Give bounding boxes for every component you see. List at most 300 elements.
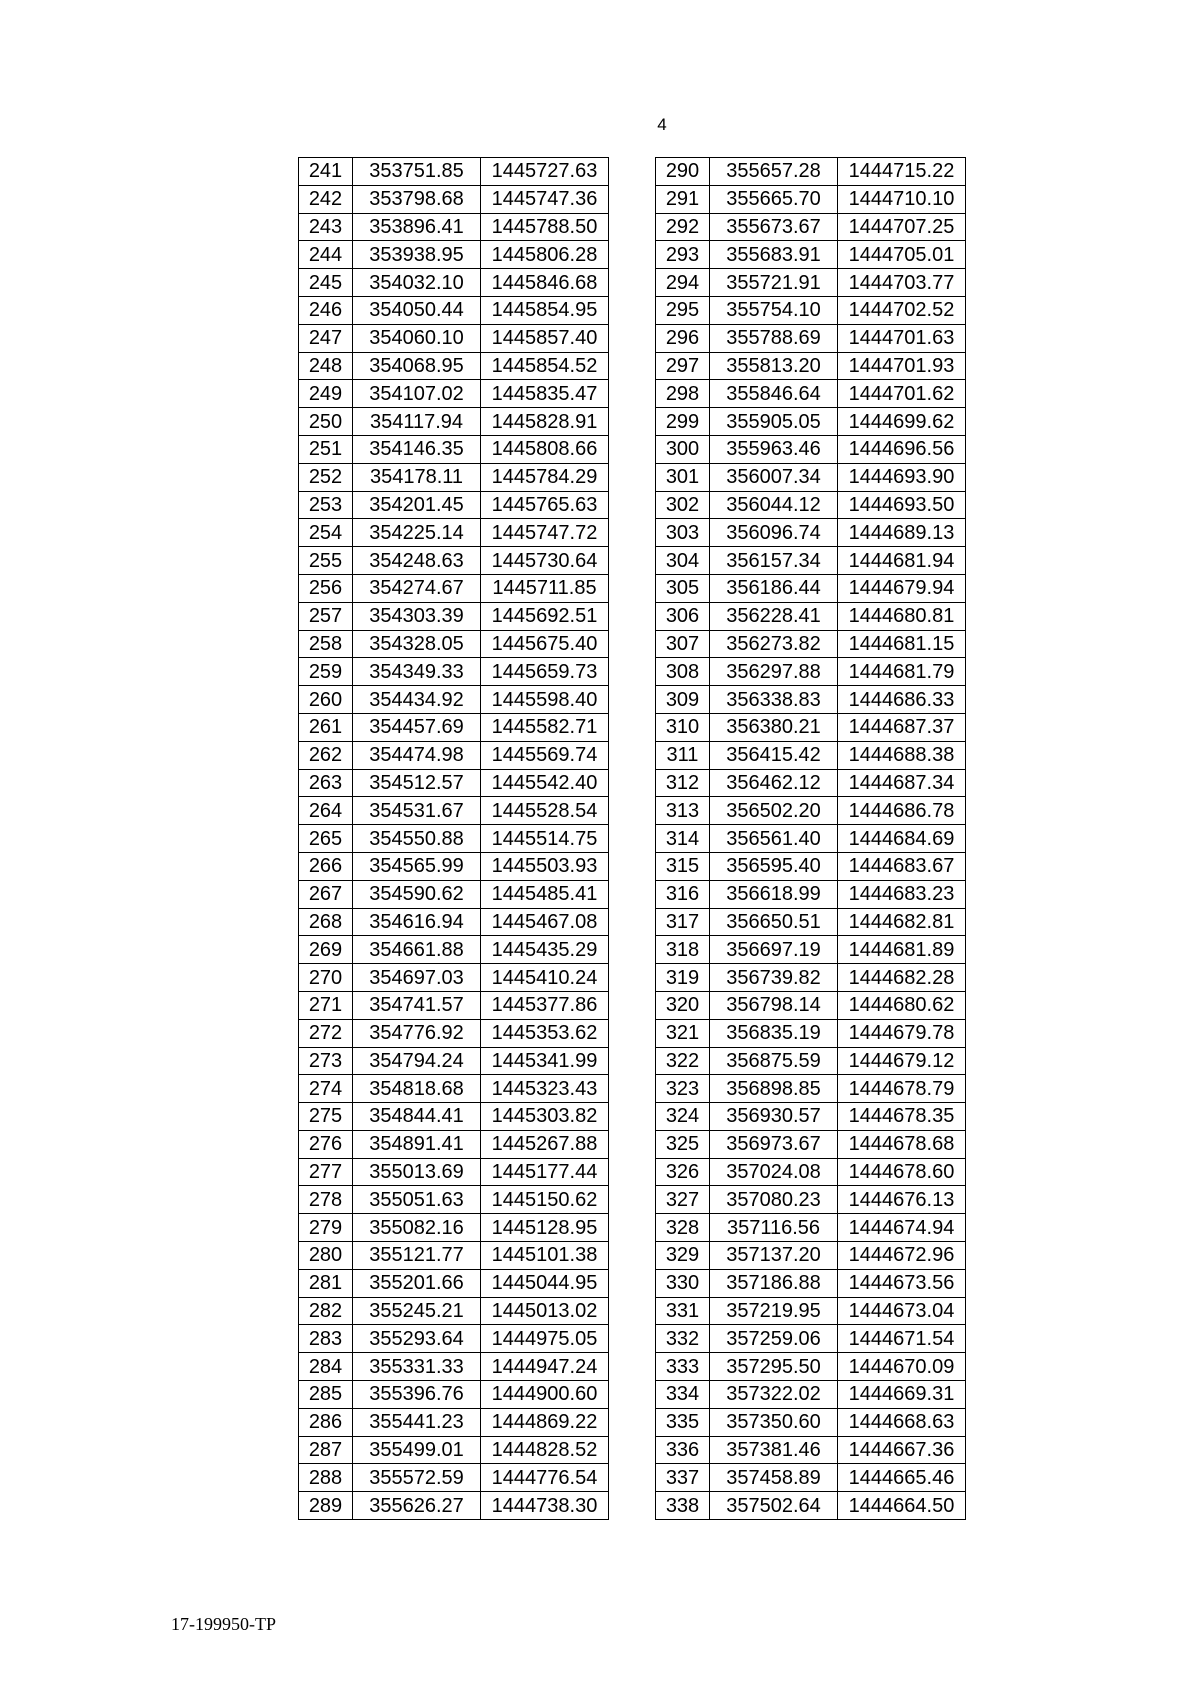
- table-row: [299, 463, 609, 491]
- x-coordinate-cell: 355721.91: [710, 269, 838, 297]
- point-number-cell: 263: [299, 769, 353, 797]
- x-coordinate-cell: 355673.67: [710, 213, 838, 241]
- table-row: [656, 797, 966, 825]
- table-row: [656, 602, 966, 630]
- table-row: [656, 213, 966, 241]
- x-coordinate-cell: 356338.83: [710, 686, 838, 714]
- y-coordinate-cell: 1444681.79: [838, 658, 966, 686]
- point-number-cell: 266: [299, 852, 353, 880]
- x-coordinate-cell: 354107.02: [353, 380, 481, 408]
- point-number-cell: 277: [299, 1158, 353, 1186]
- x-coordinate-cell: 354050.44: [353, 296, 481, 324]
- x-coordinate-cell: 357502.64: [710, 1492, 838, 1520]
- y-coordinate-cell: 1444686.33: [838, 686, 966, 714]
- table-row: [299, 1019, 609, 1047]
- y-coordinate-cell: 1444687.34: [838, 769, 966, 797]
- table-row: [299, 713, 609, 741]
- table-row: [299, 1381, 609, 1409]
- x-coordinate-cell: 355441.23: [353, 1408, 481, 1436]
- y-coordinate-cell: 1444669.31: [838, 1381, 966, 1409]
- table-row: [299, 408, 609, 436]
- point-number-cell: 268: [299, 908, 353, 936]
- point-number-cell: 245: [299, 269, 353, 297]
- table-row: [656, 630, 966, 658]
- y-coordinate-cell: 1445788.50: [481, 213, 609, 241]
- point-number-cell: 286: [299, 1408, 353, 1436]
- point-number-cell: 282: [299, 1297, 353, 1325]
- y-coordinate-cell: 1445303.82: [481, 1103, 609, 1131]
- point-number-cell: 242: [299, 185, 353, 213]
- y-coordinate-cell: 1444683.23: [838, 880, 966, 908]
- table-row: [299, 991, 609, 1019]
- table-row: [656, 296, 966, 324]
- y-coordinate-cell: 1445514.75: [481, 825, 609, 853]
- table-row: [656, 908, 966, 936]
- y-coordinate-cell: 1444673.56: [838, 1269, 966, 1297]
- table-row: [299, 269, 609, 297]
- point-number-cell: 332: [656, 1325, 710, 1353]
- y-coordinate-cell: 1444900.60: [481, 1381, 609, 1409]
- point-number-cell: 256: [299, 574, 353, 602]
- y-coordinate-cell: 1444680.81: [838, 602, 966, 630]
- table-row: [299, 1492, 609, 1520]
- table-row: [299, 435, 609, 463]
- table-row: [299, 1075, 609, 1103]
- point-number-cell: 250: [299, 408, 353, 436]
- point-number-cell: 257: [299, 602, 353, 630]
- point-number-cell: 260: [299, 686, 353, 714]
- point-number-cell: 271: [299, 991, 353, 1019]
- y-coordinate-cell: 1445542.40: [481, 769, 609, 797]
- x-coordinate-cell: 354457.69: [353, 713, 481, 741]
- table-row: [299, 241, 609, 269]
- point-number-cell: 294: [656, 269, 710, 297]
- x-coordinate-cell: 357322.02: [710, 1381, 838, 1409]
- y-coordinate-cell: 1444975.05: [481, 1325, 609, 1353]
- x-coordinate-cell: 354512.57: [353, 769, 481, 797]
- y-coordinate-cell: 1444701.63: [838, 324, 966, 352]
- y-coordinate-cell: 1444705.01: [838, 241, 966, 269]
- table-row: [656, 1019, 966, 1047]
- x-coordinate-cell: 354328.05: [353, 630, 481, 658]
- x-coordinate-cell: 356096.74: [710, 519, 838, 547]
- table-row: [299, 880, 609, 908]
- table-row: [656, 574, 966, 602]
- x-coordinate-cell: 356502.20: [710, 797, 838, 825]
- table-row: [299, 1130, 609, 1158]
- point-number-cell: 279: [299, 1214, 353, 1242]
- y-coordinate-cell: 1445435.29: [481, 936, 609, 964]
- y-coordinate-cell: 1444689.13: [838, 519, 966, 547]
- y-coordinate-cell: 1445727.63: [481, 158, 609, 186]
- x-coordinate-cell: 356297.88: [710, 658, 838, 686]
- x-coordinate-cell: 356380.21: [710, 713, 838, 741]
- point-number-cell: 269: [299, 936, 353, 964]
- x-coordinate-cell: 356595.40: [710, 852, 838, 880]
- table-row: [656, 463, 966, 491]
- y-coordinate-cell: 1444681.89: [838, 936, 966, 964]
- table-row: [656, 185, 966, 213]
- table-row: [656, 1103, 966, 1131]
- y-coordinate-cell: 1445410.24: [481, 964, 609, 992]
- x-coordinate-cell: 356273.82: [710, 630, 838, 658]
- table-row: [299, 1353, 609, 1381]
- table-row: [656, 324, 966, 352]
- y-coordinate-cell: 1444702.52: [838, 296, 966, 324]
- y-coordinate-cell: 1444667.36: [838, 1436, 966, 1464]
- table-row: [299, 185, 609, 213]
- table-row: [299, 324, 609, 352]
- point-number-cell: 303: [656, 519, 710, 547]
- point-number-cell: 328: [656, 1214, 710, 1242]
- y-coordinate-cell: 1445177.44: [481, 1158, 609, 1186]
- table-row: [656, 380, 966, 408]
- y-coordinate-cell: 1444665.46: [838, 1464, 966, 1492]
- x-coordinate-cell: 357080.23: [710, 1186, 838, 1214]
- y-coordinate-cell: 1445808.66: [481, 435, 609, 463]
- y-coordinate-cell: 1445101.38: [481, 1242, 609, 1270]
- y-coordinate-cell: 1444703.77: [838, 269, 966, 297]
- y-coordinate-cell: 1445582.71: [481, 713, 609, 741]
- table-row: [299, 1158, 609, 1186]
- x-coordinate-cell: 355683.91: [710, 241, 838, 269]
- point-number-cell: 307: [656, 630, 710, 658]
- x-coordinate-cell: 355813.20: [710, 352, 838, 380]
- table-row: [299, 1325, 609, 1353]
- table-row: [299, 519, 609, 547]
- x-coordinate-cell: 354349.33: [353, 658, 481, 686]
- x-coordinate-cell: 354117.94: [353, 408, 481, 436]
- table-row: [299, 825, 609, 853]
- y-coordinate-cell: 1444701.62: [838, 380, 966, 408]
- point-number-cell: 311: [656, 741, 710, 769]
- table-row: [656, 964, 966, 992]
- point-number-cell: 243: [299, 213, 353, 241]
- table-row: [299, 686, 609, 714]
- x-coordinate-cell: 354531.67: [353, 797, 481, 825]
- y-coordinate-cell: 1444679.94: [838, 574, 966, 602]
- coordinates-table-right: [655, 157, 966, 1520]
- x-coordinate-cell: 357186.88: [710, 1269, 838, 1297]
- point-number-cell: 338: [656, 1492, 710, 1520]
- x-coordinate-cell: 355754.10: [710, 296, 838, 324]
- x-coordinate-cell: 356157.34: [710, 547, 838, 575]
- x-coordinate-cell: 357137.20: [710, 1242, 838, 1270]
- x-coordinate-cell: 356930.57: [710, 1103, 838, 1131]
- point-number-cell: 283: [299, 1325, 353, 1353]
- point-number-cell: 321: [656, 1019, 710, 1047]
- x-coordinate-cell: 357219.95: [710, 1297, 838, 1325]
- table-row: [656, 519, 966, 547]
- point-number-cell: 315: [656, 852, 710, 880]
- table-row: [299, 936, 609, 964]
- table-row: [299, 741, 609, 769]
- y-coordinate-cell: 1445044.95: [481, 1269, 609, 1297]
- x-coordinate-cell: 353896.41: [353, 213, 481, 241]
- point-number-cell: 267: [299, 880, 353, 908]
- x-coordinate-cell: 354225.14: [353, 519, 481, 547]
- point-number-cell: 304: [656, 547, 710, 575]
- y-coordinate-cell: 1445659.73: [481, 658, 609, 686]
- x-coordinate-cell: 357381.46: [710, 1436, 838, 1464]
- table-row: [656, 1269, 966, 1297]
- x-coordinate-cell: 356898.85: [710, 1075, 838, 1103]
- y-coordinate-cell: 1444693.90: [838, 463, 966, 491]
- table-row: [656, 769, 966, 797]
- x-coordinate-cell: 355121.77: [353, 1242, 481, 1270]
- x-coordinate-cell: 354616.94: [353, 908, 481, 936]
- x-coordinate-cell: 356798.14: [710, 991, 838, 1019]
- y-coordinate-cell: 1445828.91: [481, 408, 609, 436]
- table-row: [299, 491, 609, 519]
- x-coordinate-cell: 356697.19: [710, 936, 838, 964]
- point-number-cell: 276: [299, 1130, 353, 1158]
- table-row: [656, 435, 966, 463]
- table-row: [299, 852, 609, 880]
- y-coordinate-cell: 1445806.28: [481, 241, 609, 269]
- coordinates-table-left: [298, 157, 609, 1520]
- y-coordinate-cell: 1444681.15: [838, 630, 966, 658]
- x-coordinate-cell: 353751.85: [353, 158, 481, 186]
- table-row: [656, 1297, 966, 1325]
- x-coordinate-cell: 355905.05: [710, 408, 838, 436]
- x-coordinate-cell: 357024.08: [710, 1158, 838, 1186]
- table-row: [656, 491, 966, 519]
- y-coordinate-cell: 1444681.94: [838, 547, 966, 575]
- point-number-cell: 289: [299, 1492, 353, 1520]
- x-coordinate-cell: 357259.06: [710, 1325, 838, 1353]
- x-coordinate-cell: 354844.41: [353, 1103, 481, 1131]
- table-row: [656, 658, 966, 686]
- table-row: [656, 352, 966, 380]
- y-coordinate-cell: 1444696.56: [838, 435, 966, 463]
- y-coordinate-cell: 1445503.93: [481, 852, 609, 880]
- point-number-cell: 334: [656, 1381, 710, 1409]
- x-coordinate-cell: 357295.50: [710, 1353, 838, 1381]
- y-coordinate-cell: 1444699.62: [838, 408, 966, 436]
- table-row: [656, 1353, 966, 1381]
- table-row: [656, 686, 966, 714]
- table-row: [299, 1242, 609, 1270]
- x-coordinate-cell: 354550.88: [353, 825, 481, 853]
- x-coordinate-cell: 355051.63: [353, 1186, 481, 1214]
- y-coordinate-cell: 1444701.93: [838, 352, 966, 380]
- y-coordinate-cell: 1444672.96: [838, 1242, 966, 1270]
- y-coordinate-cell: 1444668.63: [838, 1408, 966, 1436]
- x-coordinate-cell: 356739.82: [710, 964, 838, 992]
- point-number-cell: 319: [656, 964, 710, 992]
- table-row: [299, 1436, 609, 1464]
- y-coordinate-cell: 1444693.50: [838, 491, 966, 519]
- y-coordinate-cell: 1444688.38: [838, 741, 966, 769]
- y-coordinate-cell: 1445528.54: [481, 797, 609, 825]
- x-coordinate-cell: 354590.62: [353, 880, 481, 908]
- table-row: [299, 158, 609, 186]
- point-number-cell: 325: [656, 1130, 710, 1158]
- x-coordinate-cell: 355013.69: [353, 1158, 481, 1186]
- x-coordinate-cell: 354201.45: [353, 491, 481, 519]
- table-row: [299, 1186, 609, 1214]
- y-coordinate-cell: 1444738.30: [481, 1492, 609, 1520]
- y-coordinate-cell: 1445323.43: [481, 1075, 609, 1103]
- y-coordinate-cell: 1444828.52: [481, 1436, 609, 1464]
- point-number-cell: 306: [656, 602, 710, 630]
- x-coordinate-cell: 355331.33: [353, 1353, 481, 1381]
- point-number-cell: 335: [656, 1408, 710, 1436]
- table-row: [656, 1325, 966, 1353]
- table-row: [656, 852, 966, 880]
- y-coordinate-cell: 1445747.36: [481, 185, 609, 213]
- point-number-cell: 247: [299, 324, 353, 352]
- x-coordinate-cell: 356415.42: [710, 741, 838, 769]
- y-coordinate-cell: 1445569.74: [481, 741, 609, 769]
- x-coordinate-cell: 355293.64: [353, 1325, 481, 1353]
- x-coordinate-cell: 356618.99: [710, 880, 838, 908]
- point-number-cell: 251: [299, 435, 353, 463]
- y-coordinate-cell: 1444682.28: [838, 964, 966, 992]
- x-coordinate-cell: 355245.21: [353, 1297, 481, 1325]
- table-row: [299, 547, 609, 575]
- point-number-cell: 298: [656, 380, 710, 408]
- y-coordinate-cell: 1445711.85: [481, 574, 609, 602]
- x-coordinate-cell: 354565.99: [353, 852, 481, 880]
- y-coordinate-cell: 1445692.51: [481, 602, 609, 630]
- y-coordinate-cell: 1444679.78: [838, 1019, 966, 1047]
- x-coordinate-cell: 354068.95: [353, 352, 481, 380]
- x-coordinate-cell: 355665.70: [710, 185, 838, 213]
- y-coordinate-cell: 1444687.37: [838, 713, 966, 741]
- y-coordinate-cell: 1444678.35: [838, 1103, 966, 1131]
- table-row: [656, 1381, 966, 1409]
- y-coordinate-cell: 1444947.24: [481, 1353, 609, 1381]
- y-coordinate-cell: 1445854.95: [481, 296, 609, 324]
- y-coordinate-cell: 1445485.41: [481, 880, 609, 908]
- x-coordinate-cell: 354741.57: [353, 991, 481, 1019]
- point-number-cell: 312: [656, 769, 710, 797]
- x-coordinate-cell: 357116.56: [710, 1214, 838, 1242]
- point-number-cell: 246: [299, 296, 353, 324]
- y-coordinate-cell: 1444683.67: [838, 852, 966, 880]
- y-coordinate-cell: 1445854.52: [481, 352, 609, 380]
- point-number-cell: 330: [656, 1269, 710, 1297]
- point-number-cell: 326: [656, 1158, 710, 1186]
- point-number-cell: 252: [299, 463, 353, 491]
- point-number-cell: 244: [299, 241, 353, 269]
- point-number-cell: 270: [299, 964, 353, 992]
- table-row: [656, 880, 966, 908]
- point-number-cell: 310: [656, 713, 710, 741]
- point-number-cell: 262: [299, 741, 353, 769]
- point-number-cell: 253: [299, 491, 353, 519]
- table-row: [656, 1130, 966, 1158]
- point-number-cell: 296: [656, 324, 710, 352]
- x-coordinate-cell: 356186.44: [710, 574, 838, 602]
- y-coordinate-cell: 1445598.40: [481, 686, 609, 714]
- point-number-cell: 333: [656, 1353, 710, 1381]
- y-coordinate-cell: 1444676.13: [838, 1186, 966, 1214]
- document-id: 17-199950-TP: [171, 1614, 276, 1634]
- point-number-cell: 317: [656, 908, 710, 936]
- y-coordinate-cell: 1444671.54: [838, 1325, 966, 1353]
- x-coordinate-cell: 356462.12: [710, 769, 838, 797]
- point-number-cell: 290: [656, 158, 710, 186]
- point-number-cell: 309: [656, 686, 710, 714]
- x-coordinate-cell: 354818.68: [353, 1075, 481, 1103]
- y-coordinate-cell: 1444670.09: [838, 1353, 966, 1381]
- point-number-cell: 273: [299, 1047, 353, 1075]
- y-coordinate-cell: 1445467.08: [481, 908, 609, 936]
- y-coordinate-cell: 1444678.60: [838, 1158, 966, 1186]
- y-coordinate-cell: 1444678.79: [838, 1075, 966, 1103]
- x-coordinate-cell: 355082.16: [353, 1214, 481, 1242]
- point-number-cell: 278: [299, 1186, 353, 1214]
- point-number-cell: 322: [656, 1047, 710, 1075]
- table-row: [299, 352, 609, 380]
- table-row: [299, 769, 609, 797]
- y-coordinate-cell: 1444682.81: [838, 908, 966, 936]
- x-coordinate-cell: 356835.19: [710, 1019, 838, 1047]
- table-row: [299, 1269, 609, 1297]
- y-coordinate-cell: 1445747.72: [481, 519, 609, 547]
- y-coordinate-cell: 1444680.62: [838, 991, 966, 1019]
- y-coordinate-cell: 1445835.47: [481, 380, 609, 408]
- point-number-cell: 318: [656, 936, 710, 964]
- table-row: [299, 908, 609, 936]
- point-number-cell: 293: [656, 241, 710, 269]
- table-row: [299, 1408, 609, 1436]
- x-coordinate-cell: 354434.92: [353, 686, 481, 714]
- point-number-cell: 254: [299, 519, 353, 547]
- point-number-cell: 280: [299, 1242, 353, 1270]
- x-coordinate-cell: 355963.46: [710, 435, 838, 463]
- table-row: [656, 713, 966, 741]
- point-number-cell: 259: [299, 658, 353, 686]
- x-coordinate-cell: 356228.41: [710, 602, 838, 630]
- point-number-cell: 324: [656, 1103, 710, 1131]
- x-coordinate-cell: 353798.68: [353, 185, 481, 213]
- table-row: [299, 1297, 609, 1325]
- point-number-cell: 300: [656, 435, 710, 463]
- point-number-cell: 248: [299, 352, 353, 380]
- point-number-cell: 255: [299, 547, 353, 575]
- y-coordinate-cell: 1445150.62: [481, 1186, 609, 1214]
- table-row: [656, 991, 966, 1019]
- point-number-cell: 336: [656, 1436, 710, 1464]
- table-row: [299, 213, 609, 241]
- x-coordinate-cell: 354474.98: [353, 741, 481, 769]
- point-number-cell: 295: [656, 296, 710, 324]
- table-row: [299, 630, 609, 658]
- point-number-cell: 275: [299, 1103, 353, 1131]
- y-coordinate-cell: 1445675.40: [481, 630, 609, 658]
- point-number-cell: 264: [299, 797, 353, 825]
- x-coordinate-cell: 354060.10: [353, 324, 481, 352]
- y-coordinate-cell: 1445353.62: [481, 1019, 609, 1047]
- x-coordinate-cell: 356007.34: [710, 463, 838, 491]
- table-row: [656, 1408, 966, 1436]
- x-coordinate-cell: 354248.63: [353, 547, 481, 575]
- x-coordinate-cell: 356875.59: [710, 1047, 838, 1075]
- point-number-cell: 297: [656, 352, 710, 380]
- point-number-cell: 291: [656, 185, 710, 213]
- x-coordinate-cell: 354891.41: [353, 1130, 481, 1158]
- point-number-cell: 313: [656, 797, 710, 825]
- point-number-cell: 331: [656, 1297, 710, 1325]
- table-row: [656, 158, 966, 186]
- point-number-cell: 301: [656, 463, 710, 491]
- table-row: [299, 1047, 609, 1075]
- point-number-cell: 284: [299, 1353, 353, 1381]
